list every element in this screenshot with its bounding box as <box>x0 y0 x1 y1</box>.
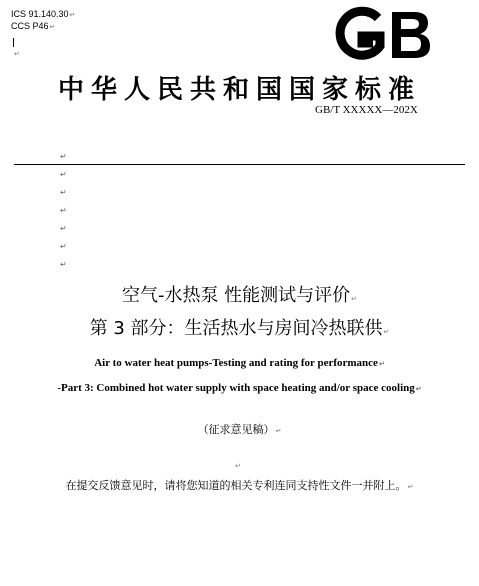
title-cn-line2 <box>0 314 479 340</box>
logo-text: GB <box>330 6 332 7</box>
paragraph-mark: ↵ <box>60 260 67 269</box>
title-en-line1 <box>0 357 479 369</box>
title-en-line1-text: Air to water heat pumps-Testing and rating for performance <box>94 357 378 369</box>
draft-label <box>0 421 479 437</box>
paragraph-mark: ↵ <box>60 224 67 233</box>
text-cursor <box>13 38 14 47</box>
paragraph-mark: ↵ <box>378 360 385 368</box>
paragraph-mark: ↵ <box>60 170 67 179</box>
title-cn-line2-text: 第 3 部分：生活热水与房间冷热联供 <box>89 318 383 339</box>
patent-notice <box>0 477 479 493</box>
gb-logo <box>330 6 436 64</box>
paragraph-mark: ↵ <box>235 462 241 470</box>
paragraph-mark: ↵ <box>69 12 76 19</box>
paragraph-mark: ↵ <box>407 483 414 491</box>
header-rule <box>14 164 465 165</box>
paragraph-mark: ↵ <box>14 50 20 58</box>
paragraph-mark: ↵ <box>60 206 67 215</box>
title-cn-line1-text: 空气-水热泵 性能测试与评价 <box>121 285 351 306</box>
paragraph-mark: ↵ <box>275 427 282 435</box>
title-cn-line1 <box>0 281 479 307</box>
ics-code <box>11 9 75 21</box>
paragraph-mark: ↵ <box>60 242 67 251</box>
title-en-line2-text: -Part 3: Combined hot water supply with space heating and/or space cooling <box>57 382 415 394</box>
paragraph-mark: ↵ <box>49 24 56 31</box>
title-en-line2 <box>0 382 479 394</box>
paragraph-mark: ↵ <box>60 152 67 161</box>
standard-name: 中华人民共和国国家标准 <box>57 75 421 105</box>
paragraph-mark: ↵ <box>60 188 67 197</box>
paragraph-mark: ↵ <box>383 328 390 336</box>
patent-notice-text: 在提交反馈意见时，请将您知道的相关专利连同支持性文件一并附上。 <box>65 479 407 492</box>
paragraph-mark: ↵ <box>415 385 422 393</box>
draft-label-text: （征求意见稿） <box>197 423 275 436</box>
standard-number: GB/T XXXXX—202X <box>315 104 418 116</box>
ccs-code <box>11 21 55 33</box>
ics-text: ICS 91.140.30 <box>11 9 69 19</box>
paragraph-mark: ↵ <box>351 295 358 303</box>
ccs-text: CCS P46 <box>11 21 49 31</box>
